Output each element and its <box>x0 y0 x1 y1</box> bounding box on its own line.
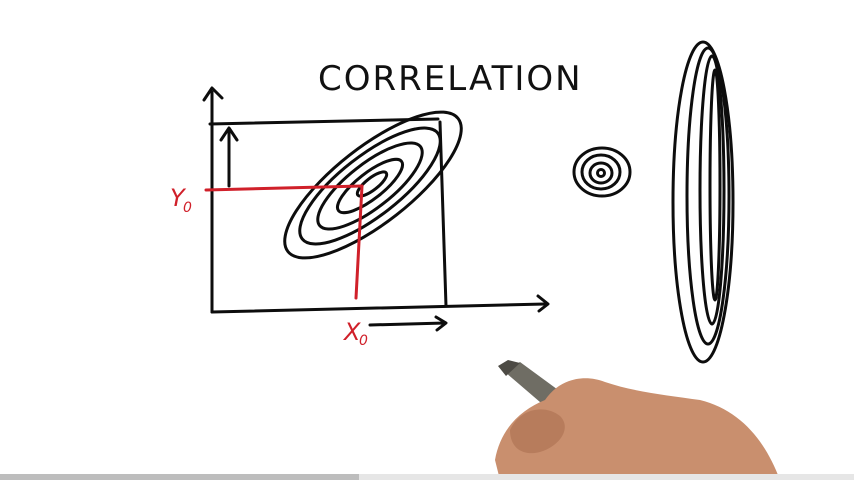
progress-bar-played <box>0 474 359 480</box>
circle-ring-3 <box>590 163 612 183</box>
range-box-right <box>440 122 446 306</box>
x-range-arrow <box>370 317 446 330</box>
tall-narrow-ellipses <box>673 42 733 362</box>
y0-label-subscript: 0 <box>183 200 192 216</box>
x0-label-subscript: 0 <box>359 333 368 349</box>
circle-ring-4 <box>598 170 605 177</box>
title: CORRELATION <box>318 59 583 99</box>
ellipse-ring-1 <box>264 89 481 282</box>
hand-holding-pen-icon <box>495 360 780 480</box>
range-box <box>210 119 446 330</box>
concentric-circles <box>574 148 630 196</box>
y0-label <box>170 184 192 216</box>
ellipse-ring-5 <box>354 168 390 200</box>
x0-label <box>342 318 368 349</box>
y0-label-text: Y <box>170 184 185 212</box>
progress-bar[interactable] <box>0 474 854 480</box>
x0-label-text: X <box>344 318 361 346</box>
correlated-ellipses <box>264 89 481 282</box>
x-axis <box>212 304 545 312</box>
tall-ellipse-4 <box>710 70 720 300</box>
y-range-arrow <box>221 128 237 186</box>
